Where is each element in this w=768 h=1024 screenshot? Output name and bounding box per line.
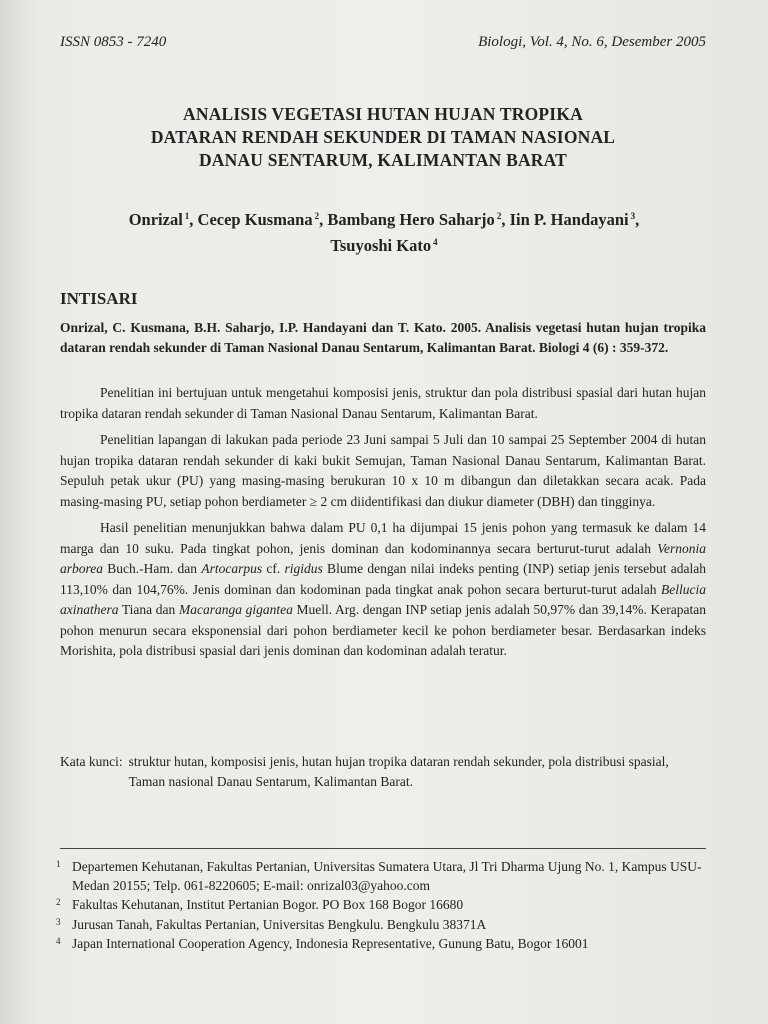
- affiliation-mark: 2: [496, 211, 502, 221]
- species-name: Macaranga gigantea: [178, 602, 293, 617]
- author-separator: ,: [635, 210, 640, 229]
- abstract-paragraph: Penelitian lapangan di lakukan pada periode 23 Juni sampai 5 Juli dan 10 sampai 25 September 2004 di hutan hujan tropika dataran rendah sekunder di kaki bukit Semujan, Taman Nasional Danau Sentarum, Kalimantan Barat. Sepuluh petak ukur (PU) yang masing-masing berukuran 10 x 10 m dibangun dan diletakkan secara acak. Pada masing-masing PU, setiap pohon berdiameter ≥ 2 cm diidentifikasi dan diukur diameter (DBH) dan tingginya.: [60, 432, 706, 509]
- keywords-label: Kata kunci:: [60, 754, 123, 769]
- footnote-number: 1: [56, 859, 61, 869]
- species-name: rigidus: [284, 561, 323, 576]
- title-line-2: DATARAN RENDAH SEKUNDER DI TAMAN NASIONAL: [150, 127, 616, 147]
- footnote-number: 2: [56, 897, 61, 907]
- footnote-number: 4: [56, 936, 61, 946]
- issn: ISSN 0853 - 7240: [60, 34, 167, 50]
- author-name: Cecep Kusmana: [197, 210, 313, 229]
- author-separator: ,: [501, 210, 510, 229]
- affiliation-mark: 3: [630, 211, 636, 221]
- running-header: [60, 34, 706, 51]
- paragraph-text: Blume dengan nilai indeks penting (INP) setiap jenis tersebut adalah 113,10% dan 104,76%. Jenis dominan dan kodominan pada tingkat anak pohon secara berturut-turut adalah: [60, 561, 706, 597]
- footnote-divider: [60, 848, 706, 849]
- paragraph-text: cf.: [262, 561, 285, 576]
- author-line-1: [50, 205, 718, 231]
- affiliation-mark: 4: [433, 237, 438, 247]
- author-name: Bambang Hero Saharjo: [327, 210, 495, 229]
- footnote: [56, 916, 706, 935]
- keywords: [60, 752, 706, 792]
- author-list: [50, 205, 718, 257]
- species-name: Bellucia axinathera: [60, 581, 706, 617]
- footnote: [56, 858, 706, 895]
- footnotes: [56, 858, 706, 955]
- author-name: Iin P. Handayani: [509, 210, 629, 229]
- author-name: Tsuyoshi Kato: [330, 236, 432, 255]
- author-name: Onrizal: [128, 210, 183, 229]
- journal-reference: Biologi, Vol. 4, No. 6, Desember 2005: [478, 34, 706, 50]
- author-separator: ,: [189, 210, 198, 229]
- abstract-paragraph: Penelitian ini bertujuan untuk mengetahui komposisi jenis, struktur dan pola distribusi spasial dari hutan hujan tropika dataran rendah sekunder di Taman Nasional Danau Sentarum, Kalimantan Barat.: [60, 385, 706, 421]
- footnote-text: Fakultas Kehutanan, Institut Pertanian Bogor. PO Box 168 Bogor 16680: [72, 897, 464, 912]
- author-line-2: [50, 231, 718, 257]
- footnote: [56, 935, 706, 954]
- footnote-number: 3: [56, 916, 61, 927]
- footnote-text: Jurusan Tanah, Fakultas Pertanian, Universitas Bengkulu. Bengkulu 38371A: [72, 916, 487, 932]
- paper-title: [60, 103, 706, 172]
- paragraph-text: Muell. Arg. dengan INP setiap jenis adalah 50,97% dan 39,14%. Kerapatan pohon menurun secara eksponensial dari pohon berdiameter kecil ke pohon berdiameter besar. Berdasarkan indeks Morishita, pola distribusi spasial dari jenis dominan dan kodominan adalah teratur.: [60, 602, 706, 658]
- title-line-1: ANALISIS VEGETASI HUTAN HUJAN TROPIKA: [183, 104, 583, 124]
- title-line-3: DANAU SENTARUM, KALIMANTAN BARAT: [198, 150, 568, 170]
- species-name: Vernonia arborea: [60, 540, 706, 576]
- species-name: Artocarpus: [201, 561, 263, 576]
- abstract-paragraph: [60, 518, 706, 662]
- paragraph-text: Buch.-Ham. dan: [103, 561, 202, 576]
- affiliation-mark: 1: [184, 211, 190, 221]
- footnote: [56, 896, 706, 915]
- keywords-text: struktur hutan, komposisi jenis, hutan hujan tropika dataran rendah sekunder, pola distribusi spasial, Taman nasional Danau Sentarum, Kalimantan Barat.: [128, 754, 669, 789]
- abstract-heading: INTISARI: [60, 289, 138, 308]
- citation: Onrizal, C. Kusmana, B.H. Saharjo, I.P. Handayani dan T. Kato. 2005. Analisis vegetasi hutan hujan tropika dataran rendah sekunder di Taman Nasional Danau Sentarum, Kalimantan Barat. Biologi 4 (6) : 359-372.: [60, 320, 706, 355]
- footnote-text: Departemen Kehutanan, Fakultas Pertanian, Universitas Sumatera Utara, Jl Tri Dharma Ujung No. 1, Kampus USU-Medan 20155; Telp. 061-8220605; E-mail: onrizal03@yahoo.com: [72, 859, 702, 893]
- footnote-text: Japan International Cooperation Agency, Indonesia Representative, Gunung Batu, Bogor 16001: [72, 936, 589, 951]
- affiliation-mark: 2: [314, 211, 320, 221]
- author-separator: ,: [319, 210, 328, 229]
- paragraph-text: Tiana dan: [118, 602, 179, 617]
- paragraph-text: Hasil penelitian menunjukkan bahwa dalam PU 0,1 ha dijumpai 15 jenis pohon yang termasuk ke dalam 14 marga dan 10 suku. Pada tingkat pohon, jenis dominan dan kodominannya secara berturut-turut adalah: [60, 520, 706, 556]
- abstract-body: [60, 383, 706, 668]
